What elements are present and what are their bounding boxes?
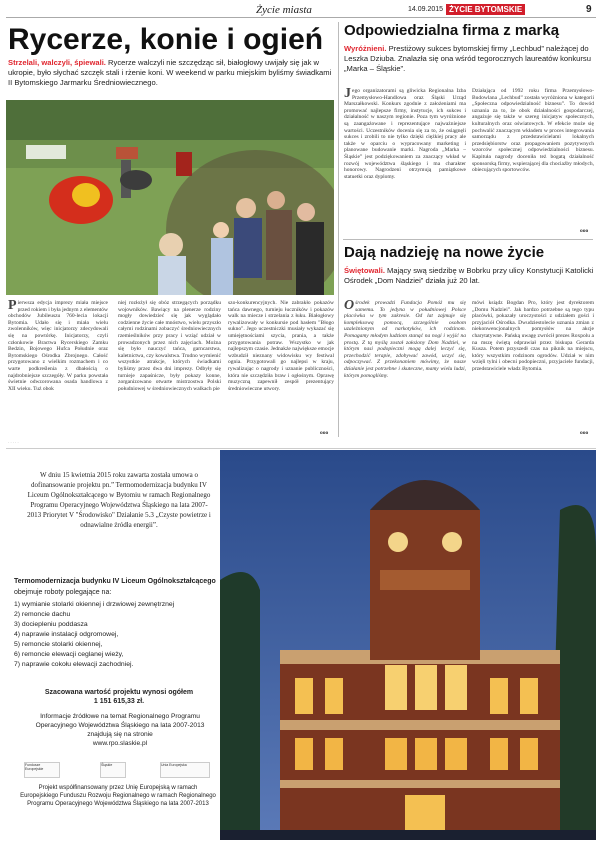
publication-date: 14.09.2015 (408, 6, 444, 13)
works-item: 1) wymianie stolarki okiennej i drzwiowej zewnętrznej (14, 601, 175, 608)
article1-lead-text: Rycerze walczyli nie szczędząc sił, białogłowy uwijały się jak w ukropie, było słychać szczęk stali i rżenie koni. W weekend w parku miejskim byliśmy świadkami II Bytomskiego Jarmarku Średniowiecznego. (8, 58, 332, 87)
article2-lead-text: Prestiżowy sukces bytomskiej firmy „Lechbud” należącej do Leszka Dziuba. Znalazła się ona wśród tegorocznych laureatów konkursu „Marka – Śląskie”. (344, 44, 591, 73)
project-value-label: Szacowana wartość projektu wynosi ogółem (44, 689, 194, 696)
article2-title: Odpowiedzialna firma z marką (344, 22, 560, 39)
article1-dropcap: P (8, 300, 17, 313)
knights-jousting-photo (6, 100, 334, 295)
article1-lead (8, 58, 333, 88)
notice-list-subtitle: obejmuje roboty polegające na: (14, 589, 112, 596)
works-list (14, 600, 219, 670)
article2-dropcap: J (344, 88, 351, 101)
page-header (6, 4, 596, 18)
article3-byline: ooo (580, 430, 589, 436)
article1-column-1 (8, 300, 108, 438)
article1-byline: ooo (320, 430, 329, 436)
unia-europejska-logo: Unia Europejska (160, 762, 210, 778)
article2-byline: ooo (580, 228, 589, 234)
article-divider (343, 239, 593, 240)
works-item: 2) remoncie dachu (14, 611, 71, 618)
works-item: 7) naprawie cokołu elewacji zachodniej. (14, 661, 134, 668)
notice-intro: W dniu 15 kwietnia 2015 roku zawarta została umowa o dofinansowanie projektu pn.” Termomodernizacja budynku IV Liceum Ogólnokształcącego w Bytomiu w ramach Regionalnego Programu Operacyjnego Województwa Śląskiego na lata 2007-2013 Priorytet V "Środowisko" Działanie 5.3 „Czyste powietrze i odnawialne źródła energii”. (27, 471, 211, 529)
works-item: 3) dociepleniu poddasza (14, 621, 88, 628)
article1-column-3: szo-konkurencyjnych. Nie zabrakło pokazów tańca dawnego, turnieju łuczników i pokazów walk na miecze i strzelania z łuku. Białogłowy rywalizowały w konkursie pod hasłem "Błogo sukno". Jego uczestniczki musiały wykazać się umiejętnościami szycia, prania, a także przygotowania potraw. Wszystko w jak najlepszym czasie. Jednakże największe emocje wzbudził nieznany widowisku wy festiwal ognia. Przygotowali go najlepsi w kraju, rywalizując o nagrody i uznanie publiczności, która nie szczędziła braw i ogłośnym. Oprawę muzyczną zapewnił zespół prezentujący średniowieczne utwory. (228, 300, 334, 392)
notice-footer: Projekt współfinansowany przez Unię Europejską w ramach Europejskiego Funduszu Rozwoju Regionalnego w ramach Regionalnego Programu Operacyjnego Województwa Śląskiego na lata 2007-2013 (20, 785, 216, 807)
section-divider-tag: ····· (8, 440, 20, 445)
works-item: 6) remoncie elewacji ceglanej wieży, (14, 651, 124, 658)
article2-col1-text: ego organizatorami są gliwicka Regionalna Izba Przemysłowo-Handlowa oraz Śląski Urząd Marszałkowski. Konkurs zgodnie z założeniami ma promować najlepsze firmy, instytucje, ich sukces i działalność w naszym regionie. Poza tym wyróżnione są zaangażowane i reprezentujące najważniejsze wartości. Uczestników docenia się za to, że osiągnęli sukces i zrobili to nie tylko dzięki ciężkiej pracy ale także w oparciu o wypracowany marketing i planowane budowanie marki. Nagroda „Marka – Śląskie” jest podziękowaniem za znaczący wkład w rozwój województwa śląskiego i ma charakter honorowy. Nagrodzeni otrzymują pamiątkowe statuetki oraz dyplomy. (344, 88, 466, 180)
project-value: 1 151 615,33 zł. (93, 698, 145, 705)
article1-column-2: niej rozłożył się obóz strzegących porządku wojowników. Bawiący na plenerze rodziny mogły dowiedzieć się jak wyglądało codzienne życie całe mnóstwo, wielu przyszło całymi rodzinami zobaczyć średniowiecznych rzemieślników przy pracy i wziąć udział w prowadzonych przez nich zajęciach. Można się było nauczyć tańca, garncarstwa, kaletnictwa, czy kowalstwa. Trudno wymienić wszystkie atrakcje, których świadkami byliśmy przez dwa dni imprezy. Odbyły się turnieje zapaśnicze, były pokazy konne, zorganizowano otwarte mistrzostwa Polski południowej w średniowiecznych walkach pie (118, 300, 221, 392)
publication-logo: ŻYCIE BYTOMSKIE (446, 4, 525, 15)
notice-list-title: Termomodernizacja budynku IV Liceum Ogólnokształcącego (14, 578, 216, 585)
article3-kicker: Świętowali. (344, 266, 385, 275)
article3-dropcap: O (344, 300, 355, 313)
section-name: Życie miasta (256, 4, 312, 16)
notice-info (30, 712, 210, 748)
works-item: 4) naprawie instalacji odgromowej, (14, 631, 119, 638)
article2-lead (344, 44, 594, 74)
article2-column-2: Działająca od 1992 roku firma Przemysłowo-Budowlana „Lechbud” została wyróżniona w kategorii „Społeczna odpowiedzialność biznesu”. To dowód uznania za to, że obok działalności gospodarczej, angażuje się także w szereg inicjatyw społecznych, kulturalnych oraz oświatowych. W efekcie może się pochwalić znaczącym wkładem w proces integrowania samorządu z przedstawicielami lokalnych przedsiębiorstw oraz propagowaniem pozytywnych wzorców społecznej odpowiedzialności biznesu. Kapituła nagrody doceniła też bogatą działalność sponsorską firmy, wspierającej dla chociażby młodych, obiecujących sportowców. (472, 88, 594, 174)
page-number: 9 (586, 4, 592, 15)
rpo-link[interactable]: www.rpo.slaskie.pl (92, 740, 148, 747)
article3-lead (344, 266, 594, 286)
notice-info-text: Informacje źródłowe na temat Regionalnego Programu Operacyjnego Województwa Śląskiego na lata 2007-2013 znajdują się na stronie (35, 713, 205, 738)
notice-scope (14, 576, 219, 670)
article2-column-1 (344, 88, 466, 234)
article1-title: Rycerze, konie i ogień (8, 23, 324, 56)
article2-kicker: Wyróżnieni. (344, 44, 387, 53)
article3-column-2: mówi ksiądz Bogdan Pro, który jest dyrektorem „Domu Nadziei”. Jak bardzo potrzebne są tego typu placówki, pokazały uroczystości z udziałem gości i przyjaciół Ośrodka. Dwudziestolecie uznania zmian z niekonwencjonalnych pomysłów na akcje charytatywne. Pańską uwagę zwrócił prezes Roxpolu a na mszę świętą odprawiał przez biskupa Gerarda Kusza. Potem przyszedł czas na piknik na miejscu, który wszystkim rodzinom ogrodów. Udział w nim wzięli tylni i obecni podopieczni, przyjaciele fundacji, przedstawiciele władz Bytomia. (472, 300, 594, 372)
article3-column-1 (344, 300, 466, 438)
article3-title: Dają nadzieję na nowe życie (344, 244, 545, 261)
article1-kicker: Strzelali, walczyli, śpiewali. (8, 58, 106, 67)
school-building-photo (220, 450, 596, 840)
fundusze-europejskie-logo: Fundusze Europejskie (24, 762, 60, 778)
column-divider (338, 22, 339, 437)
works-item: 5) remoncie stolarki okiennej, (14, 641, 103, 648)
notice-value (24, 688, 214, 706)
article3-lead-text: Mający swą siedzibę w Bobrku przy ulicy Konstytucji Katolicki Ośrodek „Dom Nadziei” działa już 20 lat. (344, 266, 594, 285)
article3-col1-text: środek prowadzi Fundacja Pomóż mu się samemu. To jedyna w południowej Polsce placówka w tym zakresie. Od lat zajmuje się kompleksową pomocą, szczególnie osobom uzależnionym od narkotyków, ich rodzinom. Pomagamy młodym ludziom stanąć na nogi i wyjść na prostą. Z tą myślą został założony Dom Nadziei, w którym nasi podopieczni mogą dalej leczyć się, przechodzić terapie, zdobywać zawód, uczyć się, odpoczywać. Z przekonaniem mówimy, że nasze działanie jest potrzebne i skuteczne, mamy wielu ludzi, którym pomogliśmy. (344, 300, 466, 379)
slaskie-logo: Śląskie (100, 762, 126, 778)
article1-col1-text: ierwsza edycja imprezy miała miejsce przed rokiem i była jednym z elementów obchodów Jubileuszu 760-lecia lokacji Bytomia. Udało się i miała wielu zwolenników, więc inicjatorzy zdecydowali się na powtórkę. Inicjatorzy, czyli członkowie Bractwa Rycerskiego Zamku Bedzin, Bojowego Hufca Południe oraz Bytomskiego Ośrodka Zbrojnego. Całość przygotowano z wielkim rozmachem i co warte podkreślenia z dbałością o najdrobniejsze szczegóły. W parku powstała świetnie odwzorowana osada handlowa z XII wieku. Tuż obok (8, 300, 108, 392)
